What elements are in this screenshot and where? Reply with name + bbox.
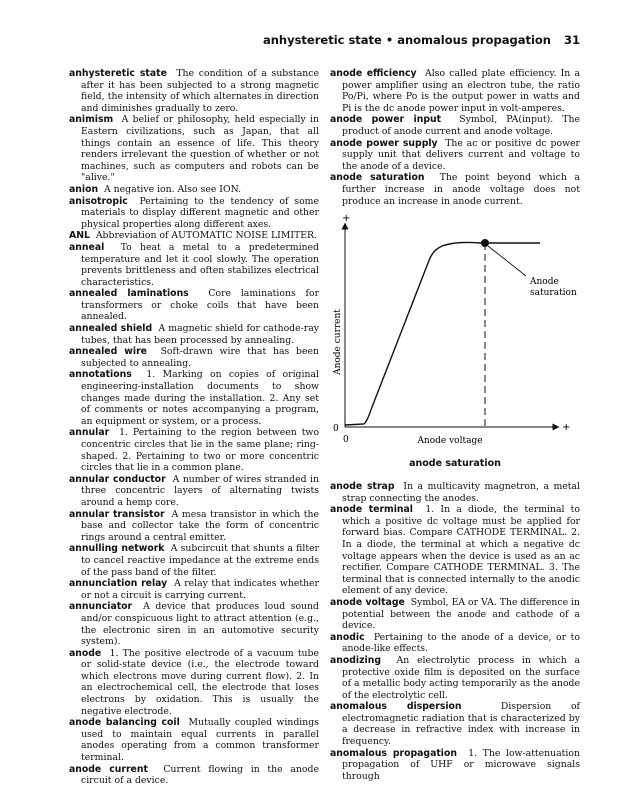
entry-anodic (330, 632, 580, 655)
entry-annular-transistor (69, 509, 319, 544)
entry-annular (69, 427, 319, 473)
entry-anomalous-dispersion (330, 701, 580, 747)
entry-term: anodic (330, 631, 365, 643)
entry-term: anode power supply (330, 137, 438, 149)
x-axis-plus-label: + (562, 422, 571, 433)
right-column-top (330, 68, 580, 207)
entry-term: annulling network (69, 543, 165, 555)
entry-definition: Symbol, EA or VA. The difference in potential between the anode and cathode of a device. (342, 596, 580, 632)
entry-annunciation-relay (69, 578, 319, 601)
entry-term: annealed wire (69, 346, 147, 358)
right-column-bottom (330, 481, 580, 782)
entry-definition: A subcircuit that shunts a filter to cancel reactive impedance at the extreme ends of the pass band of the filter. (81, 543, 320, 578)
figure-caption: anode saturation (409, 458, 501, 469)
annotation-label-line2: saturation (530, 288, 577, 298)
entry-term: annealed laminations (69, 288, 189, 300)
x-axis-label: Anode voltage (417, 436, 483, 446)
entry-definition: A negative ion. Also see ION. (104, 183, 242, 195)
running-head (0, 33, 637, 49)
saturation-point (481, 239, 489, 247)
entry-anode-efficiency (330, 68, 580, 114)
entry-animism (69, 114, 319, 184)
entry-term: anode voltage (330, 596, 405, 608)
entry-term: anode balancing coil (69, 717, 180, 729)
anode-saturation-figure (330, 212, 580, 482)
entry-term: anion (69, 183, 99, 195)
entry-term: anode strap (330, 481, 395, 492)
entry-definition: Soft-drawn wire that has been subjected to annealing. (81, 346, 319, 369)
entry-definition: A magnetic shield for cathode-ray tubes, that has been processed by annealing. (81, 323, 319, 346)
entry-anode-terminal (330, 504, 580, 597)
entry-term: annealed shield (69, 323, 153, 335)
entry-definition: Pertaining to the anode of a device, or to anode-like effects. (342, 631, 580, 655)
entry-definition: Abbreviation of AUTOMATIC NOISE LIMITER. (95, 230, 317, 242)
entry-anode-power-input (330, 114, 580, 137)
x-origin-label: 0 (343, 435, 349, 445)
entry-term: anode current (69, 763, 148, 775)
entry-definition: A mesa transistor in which the base and collector take the form of concentric rings around a central emitter. (81, 508, 319, 543)
entry-definition: Symbol, PA(input). The product of anode current and anode voltage. (342, 114, 580, 137)
entry-definition: Mutually coupled windings used to maintain equal currents in parallel anodes operating from a common transformer terminal. (81, 717, 319, 764)
entry-anhysteretic-state (69, 68, 319, 114)
entry-term: annunciator (69, 601, 133, 613)
entry-definition: To heat a metal to a predetermined temperature and let it cool slowly. The operation prevents brittleness and often stabilizes electrical characteristics. (81, 241, 319, 288)
entry-definition: Core laminations for transformers or choke coils that have been annealed. (81, 288, 320, 323)
entry-annealed-wire (69, 346, 319, 369)
entry-anode-current (69, 764, 319, 787)
entry-definition: 1. The low-attenuation propagation of UHF or microwave signals through (342, 747, 580, 782)
entry-term: annotations (69, 369, 132, 381)
entry-definition: 1. Marking on copies of original engineering-installation documents to show changes made during the installation. 2. Any set of comments or notes accompanying a program, an equipment or system, or a process. (81, 369, 319, 427)
anode-saturation-diagram (330, 212, 580, 457)
entry-term: anomalous propagation (330, 747, 457, 759)
entry-term: anode power input (330, 114, 442, 126)
annotation-label-line1: Anode (530, 277, 559, 287)
entry-definition: Dispersion of electromagnetic radiation that is characterized by a decrease in refractive index with increase in frequency. (342, 701, 580, 748)
entry-annotations (69, 369, 319, 427)
entry-term: anode terminal (330, 504, 413, 516)
entry-anion (69, 184, 319, 196)
entry-anode-balancing-coil (69, 717, 319, 763)
entry-definition: 1. In a diode, the terminal to which a positive dc voltage must be applied for forward bias. Compare CATHODE TERMINAL. 2. In a diode, the terminal at which a negative dc voltage appears when the device is used as an ac rectifier. Compare CATHODE TERMINAL. 3. The terminal that is connected internally to the anodic element of any device. (342, 504, 580, 597)
entry-definition: 1. Pertaining to the region between two concentric circles that lie in the same plane; ring-shaped. 2. Pertaining to two or more concentric circles that lie in a common plane. (81, 427, 319, 474)
entry-annealed-shield (69, 323, 319, 346)
entry-anode-saturation (330, 172, 580, 207)
saturation-curve (345, 242, 540, 425)
annotation-leader-line (488, 246, 526, 276)
entry-anode-strap (330, 481, 580, 504)
y-origin-label: 0 (333, 424, 339, 434)
entry-term: anisotropic (69, 195, 128, 207)
entry-definition: A number of wires stranded in three concentric layers of alternating twists around a hemp core. (81, 473, 319, 508)
entry-term: anodizing (330, 654, 381, 666)
entry-anl (69, 230, 319, 242)
entry-definition: Pertaining to the tendency of some materials to display different magnetic and other physical properties along different axes. (81, 195, 319, 230)
entry-definition: Current flowing in the anode circuit of a device. (81, 763, 319, 787)
entry-term: anomalous dispersion (330, 701, 462, 713)
entry-anode-power-supply (330, 138, 580, 173)
entry-definition: A device that produces loud sound and/or conspicuous light to attract attention (e.g., the electronic siren in an automotive security system). (81, 601, 319, 648)
entry-definition: A belief or philosophy, held especially in Eastern civilizations, such as Japan, that all things contain an essence of life. This theory renders irrelevant the question of whether or not machines, such as computers and robots can be "alive." (81, 114, 319, 184)
entry-term: anode efficiency (330, 68, 417, 79)
entry-definition: 1. The positive electrode of a vacuum tube or solid-state device (i.e., the electrode toward which electrons move during current flow). 2. In an electrochemical cell, the electrode that loses electrons by oxidation. This is usually the negative electrode. (81, 647, 319, 717)
entry-term: anneal (69, 241, 105, 253)
entry-definition: An electrolytic process in which a protective oxide film is deposited on the surface of a metallic body acting temporarily as the anode of the electrolytic cell. (342, 654, 580, 701)
entry-anode (69, 648, 319, 718)
entry-definition: The condition of a substance after it has been subjected to a strong magnetic field, the intensity of which alternates in direction and diminishes gradually to zero. (81, 68, 319, 114)
page-number: 31 (563, 33, 580, 47)
entry-term: annular (69, 427, 110, 439)
entry-anneal (69, 242, 319, 288)
y-axis-plus-label: + (342, 213, 351, 224)
left-column (69, 68, 319, 787)
entry-term: ANL (69, 230, 90, 242)
entry-term: anode (69, 647, 102, 659)
entry-anisotropic (69, 196, 319, 231)
entry-annulling-network (69, 543, 319, 578)
entry-definition: The point beyond which a further increase in anode voltage does not produce an increase in anode current. (342, 172, 580, 207)
entry-term: annunciation relay (69, 578, 168, 590)
entry-definition: Also called plate efficiency. In a power amplifier using an electron tube, the ratio Po/Pi, where Po is the output power in watts and Pi is the dc anode power input in volt-amperes. (342, 68, 580, 114)
entry-anomalous-propagation (330, 748, 580, 783)
entry-annealed-laminations (69, 288, 319, 323)
entry-term: annular conductor (69, 473, 166, 485)
entry-term: anode saturation (330, 172, 425, 184)
entry-term: animism (69, 114, 114, 126)
entry-definition: The ac or positive dc power supply unit that delivers current and voltage to the anode of a device. (342, 137, 580, 172)
y-axis-label: Anode current (333, 309, 343, 375)
entry-annunciator (69, 601, 319, 647)
entry-anode-voltage (330, 597, 580, 632)
entry-annular-conductor (69, 474, 319, 509)
entry-term: annular transistor (69, 508, 165, 520)
entry-term: anhysteretic state (69, 68, 167, 79)
running-title: anhysteretic state • anomalous propagation (262, 33, 551, 47)
entry-anodizing (330, 655, 580, 701)
entry-definition: A relay that indicates whether or not a circuit is carrying current. (81, 578, 320, 601)
entry-definition: In a multicavity magnetron, a metal strap connecting the anodes. (342, 481, 581, 504)
